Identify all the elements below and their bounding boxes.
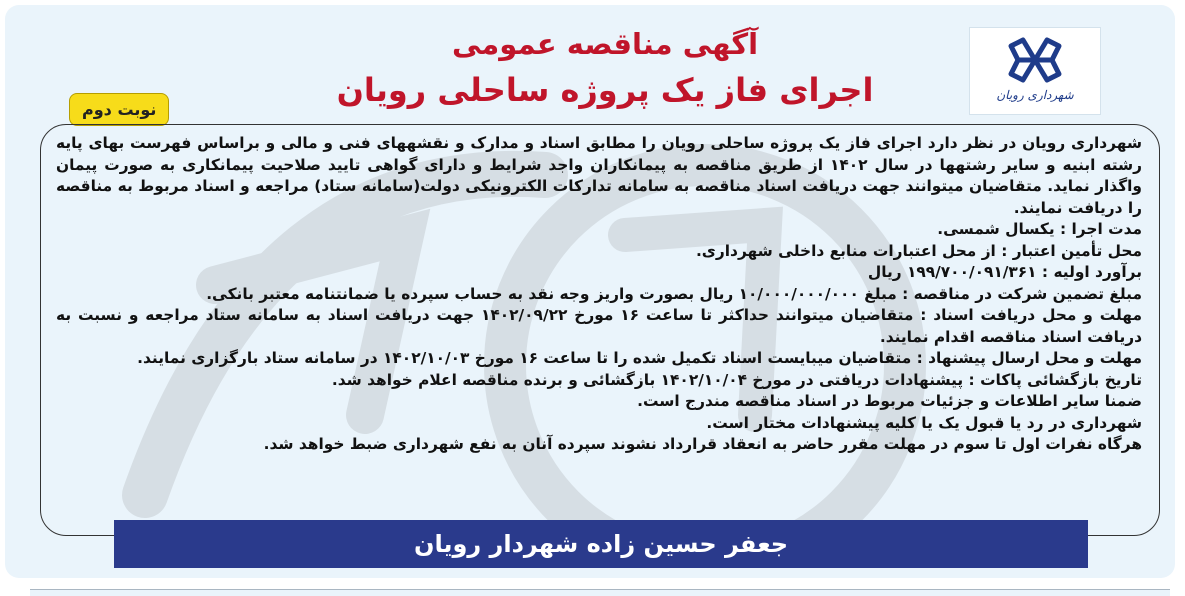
intro-paragraph: شهرداری رویان در نظر دارد اجرای فاز یک پروژه ساحلی رویان را مطابق اسناد و مدارک و نقشههای فنی و مالی و براساس فهرست بهای پایه رشته ابنیه و سایر رشتهها در سال ۱۴۰۲ از طریق مناقصه به پیمانکاران واجد شرایط و دارای گواهی تایید صلاحیت پیمانکاری به صورت پیمان واگذار نماید. متقاضیان میتوانند جهت دریافت اسناد مناقصه به سامانه تدارکات الکترونیکی دولت(سامانه ستاد) مراجعه و اسناد مربوط به مناقصه را دریافت نمایند. [56,134,1142,217]
document-deadline-line: مهلت و محل دریافت اسناد : متقاضیان میتوانند حداکثر تا ساعت ۱۶ مورخ ۱۴۰۲/۰۹/۲۲ جهت دریافت اسناد به سامانه ستاد مراجعه و نسبت به دریافت اسناد مناقصه اقدام نمایند. [56,306,1142,346]
estimate-line: برآورد اولیه : ۱۹۹/۷۰۰/۰۹۱/۳۶۱ ریال [867,263,1142,281]
logo-caption: شهرداری رویان [996,88,1074,102]
submission-deadline-line: مهلت و محل ارسال پیشنهاد : متقاضیان میبایست اسناد تکمیل شده را تا ساعت ۱۶ مورخ ۱۴۰۲/۱۰/۰۳ در سامانه ستاد بارگزاری نمایند. [137,349,1142,367]
duration-line: مدت اجرا : یکسال شمسی. [937,220,1142,238]
details-line: ضمنا سایر اطلاعات و جزئیات مربوط در اسناد مناقصه مندرج است. [637,392,1142,410]
round-badge: نوبت دوم [69,93,169,126]
forfeit-line: هرگاه نفرات اول تا سوم در مهلت مقرر حاضر به انعقاد قرارداد نشوند سپرده آنان به نفع شهرداری ضبط خواهد شد. [263,435,1142,453]
flower-emblem-icon [1006,34,1064,86]
guarantee-line: مبلغ تضمین شرکت در مناقصه : مبلغ ۱۰/۰۰۰/۰۰۰/۰۰۰ ریال بصورت واریز وجه نقد به حساب سپرده یا ضمانتنامه معتبر بانکی. [206,284,1142,303]
municipality-logo [969,27,1101,115]
funding-line: محل تأمین اعتبار : از محل اعتبارات منابع داخلی شهرداری. [695,241,1142,260]
opening-date-line: تاریخ بازگشائی پاکات : پیشنهادات دریافتی در مورخ ۱۴۰۲/۱۰/۰۴ بازگشائی و برنده مناقصه اعلام خواهد شد. [331,370,1142,389]
signature-banner: جعفر حسین زاده شهردار رویان [114,520,1088,568]
notice-body [56,133,1142,456]
notice-title: آگهی مناقصه عمومی [451,27,759,61]
project-title: اجرای فاز یک پروژه ساحلی رویان [336,71,874,109]
rights-line: شهرداری در رد یا قبول یک یا کلیه پیشنهادات مختار است. [706,413,1142,432]
